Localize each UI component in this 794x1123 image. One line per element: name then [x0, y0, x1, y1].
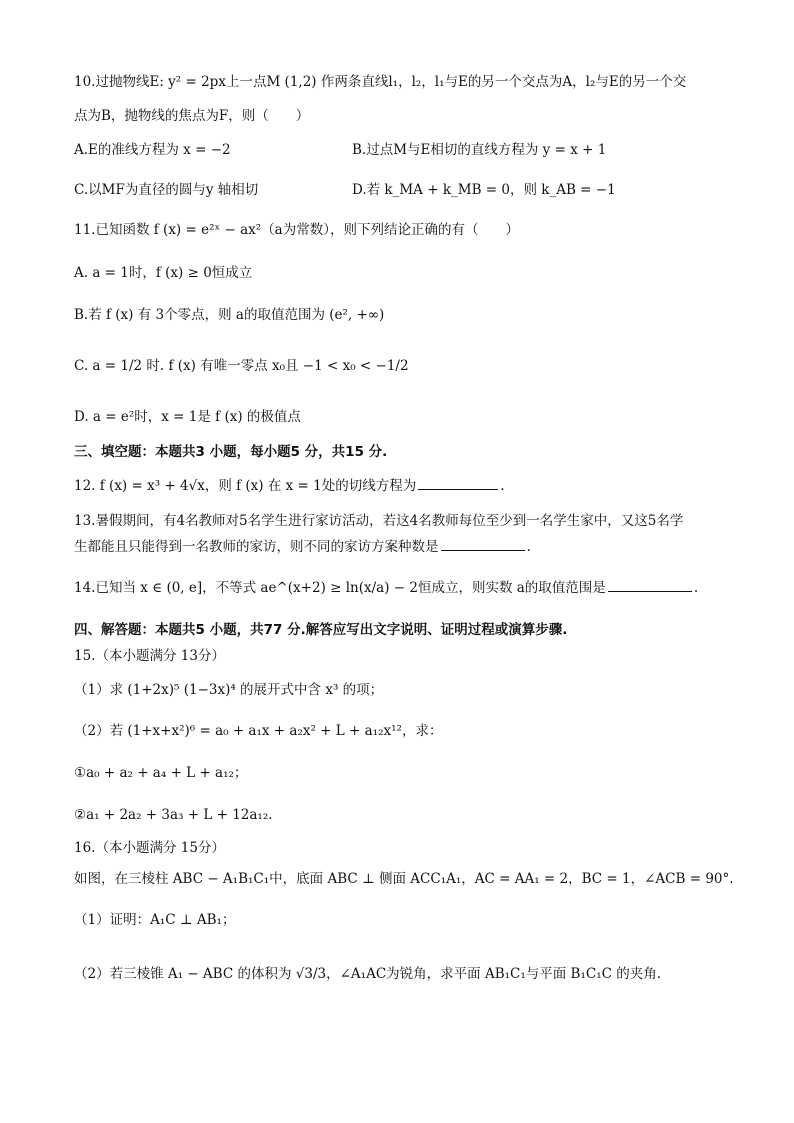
q16-part-2: （2）若三棱锥 A₁ − ABC 的体积为 √3/3，∠A₁AC为锐角，求平面 AB₁C₁与平面 B₁C₁C 的夹角. [74, 966, 662, 982]
q13-text: 生都能且只能得到一名教师的家访，则不同的家访方案种数是 [74, 539, 439, 555]
q15-subpart-1: ①a₀ + a₂ + a₄ + L + a₁₂； [74, 765, 248, 781]
q10-option-b: B.过点M与E相切的直线方程为 y = x + 1 [352, 142, 607, 158]
q13-end: . [526, 539, 531, 555]
q14-end: . [693, 580, 699, 596]
q10-stem-line1: 10.过抛物线E: y² = 2px上一点M (1,2) 作两条直线l₁，l₂，l₁与E的另一个交点为A，l₂与E的另一个交 [74, 74, 687, 90]
q10-stem-line2: 点为B，抛物线的焦点为F，则（ ） [74, 108, 310, 124]
q11-option-c: C. a = 1/2 时. f (x) 有唯一零点 x₀且 −1 < x₀ < −1/2 [74, 358, 409, 374]
q15-part-1: （1）求 (1+2x)⁵ (1−3x)⁴ 的展开式中含 x³ 的项； [74, 682, 384, 698]
q12-text: 12. f (x) = x³ + 4√x，则 f (x) 在 x = 1处的切线方程为 [74, 478, 417, 494]
q11-stem: 11.已知函数 f (x) = e²ˣ − ax²（a为常数），则下列结论正确的有（ ） [74, 222, 519, 238]
question-12 [74, 475, 505, 496]
q13-stem-line1: 13.暑假期间，有4名教师对5名学生进行家访活动，若这4名教师每位至少到一名学生家中，又这5名学 [74, 513, 684, 529]
q14-answer-blank [608, 577, 692, 592]
q11-option-d: D. a = e²时，x = 1是 f (x) 的极值点 [74, 409, 301, 425]
section-4-heading: 四、解答题：本题共5 小题，共77 分.解答应写出文字说明、证明过程或演算步骤. [74, 622, 568, 638]
section-3-heading: 三、填空题：本题共3 小题，每小题5 分，共15 分. [74, 444, 388, 460]
q11-option-b: B.若 f (x) 有 3个零点，则 a的取值范围为 (e², +∞) [74, 307, 385, 323]
q16-part-1: （1）证明：A₁C ⊥ AB₁； [74, 912, 236, 928]
q10-option-c: C.以MF为直径的圆与y 轴相切 [74, 182, 259, 198]
q10-option-d: D.若 k_MA + k_MB = 0，则 k_AB = −1 [352, 182, 616, 198]
q15-subpart-2: ②a₁ + 2a₂ + 3a₃ + L + 12a₁₂. [74, 807, 273, 823]
q16-header: 16.（本小题满分 15分） [74, 840, 225, 856]
q10-option-a: A.E的准线方程为 x = −2 [74, 142, 231, 158]
q12-answer-blank [418, 475, 498, 490]
q15-header: 15.（本小题满分 13分） [74, 648, 225, 664]
q15-part-2: （2）若 (1+x+x²)⁶ = a₀ + a₁x + a₂x² + L + a₁₂x¹²，求： [74, 723, 443, 739]
q13-answer-blank [441, 536, 525, 551]
q14-text: 14.已知当 x ∈ (0, e]，不等式 ae^(x+2) ≥ ln(x/a) − 2恒成立，则实数 a的取值范围是 [74, 580, 606, 596]
question-14 [74, 577, 698, 598]
q16-stem: 如图，在三棱柱 ABC − A₁B₁C₁中，底面 ABC ⊥ 侧面 ACC₁A₁，AC = AA₁ = 2，BC = 1，∠ACB = 90°. [74, 871, 734, 887]
q12-end: . [500, 478, 505, 494]
q11-option-a: A. a = 1时，f (x) ≥ 0恒成立 [74, 265, 253, 281]
q13-stem-line2 [74, 536, 531, 557]
